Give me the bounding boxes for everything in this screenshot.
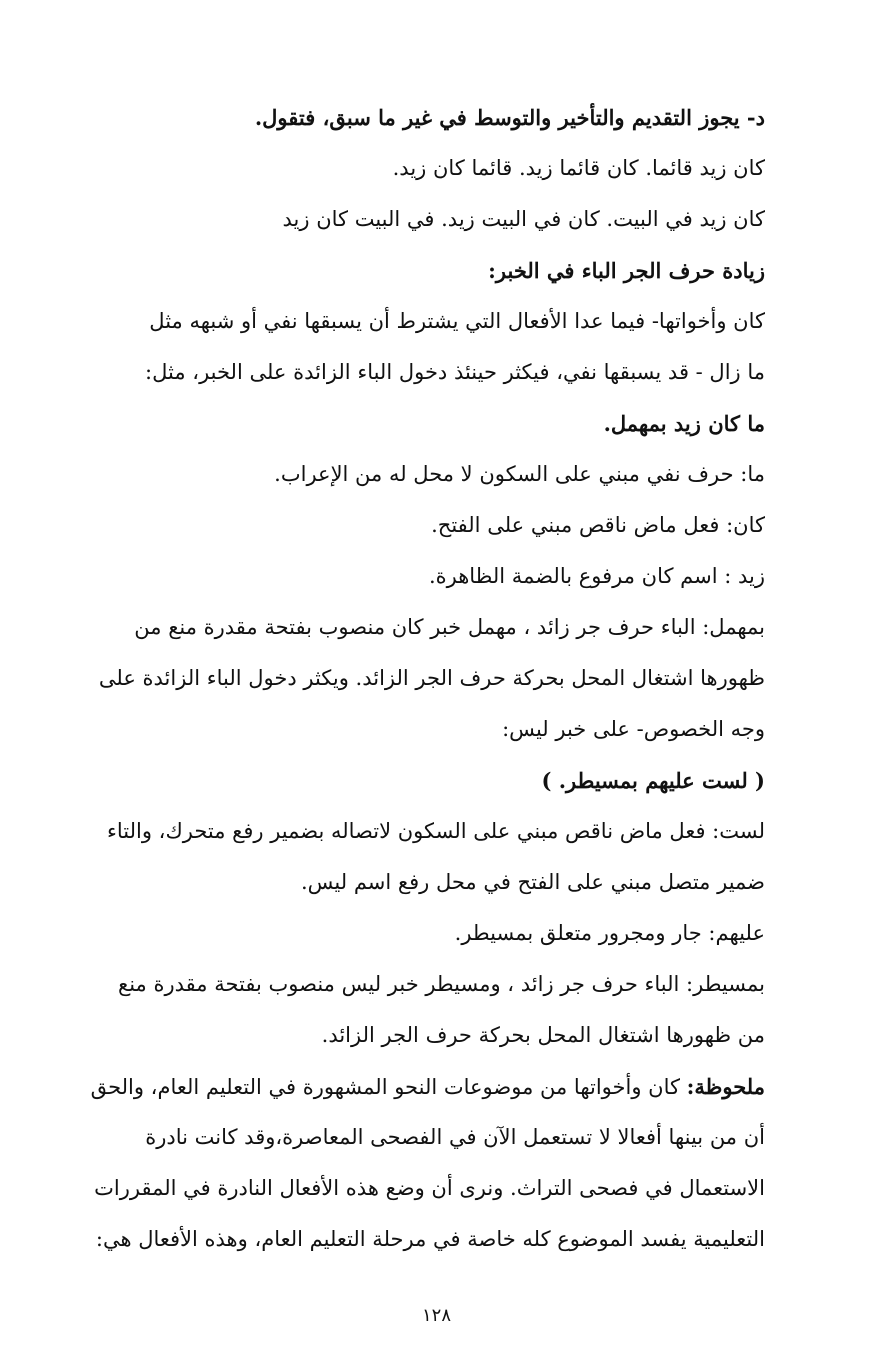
note-line-1: ملحوظة: كان وأخواتها من موضوعات النحو المشهورة في التعليم العام، والحق: [90, 1074, 765, 1099]
text-line-1: د- يجوز التقديم والتأخير والتوسط في غير ما سبق، فتقول.: [254, 105, 765, 130]
text-line-13: وجه الخصوص- على خبر ليس:: [502, 717, 765, 741]
text-line-18: بمسيطر: الباء حرف جر زائد ، ومسيطر خبر ليس منصوب بفتحة مقدرة منع: [118, 972, 765, 996]
text-line-12: ظهورها اشتغال المحل بحركة حرف الجر الزائد. ويكثر دخول الباء الزائدة على: [98, 666, 765, 690]
page-number: ١٢٨: [421, 1305, 451, 1326]
text-line-9: كان: فعل ماض ناقص مبني على الفتح.: [431, 513, 765, 537]
note-line-3: الاستعمال في فصحى التراث. ونرى أن وضع هذه الأفعال النادرة في المقررات: [94, 1176, 765, 1200]
text-line-2: كان زيد قائما. كان قائما زيد. قائما كان زيد.: [392, 156, 765, 180]
example-sentence-2: ( لست عليهم بمسيطر. ): [541, 768, 765, 793]
text-line-11: بمهمل: الباء حرف جر زائد ، مهمل خبر كان منصوب بفتحة مقدرة منع من: [134, 615, 765, 639]
document-body: [78, 92, 765, 1265]
text-line-15: لست: فعل ماض ناقص مبني على السكون لاتصاله بضمير رفع متحرك، والتاء: [107, 819, 765, 843]
text-line-8: ما: حرف نفي مبني على السكون لا محل له من الإعراب.: [274, 462, 765, 486]
text-line-6: ما زال - قد يسبقها نفي، فيكثر حينئذ دخول الباء الزائدة على الخبر، مثل:: [145, 360, 765, 384]
note-label: ملحوظة:: [686, 1074, 765, 1099]
text-line-17: عليهم: جار ومجرور متعلق بمسيطر.: [454, 921, 765, 945]
text-line-3: كان زيد في البيت. كان في البيت زيد. في البيت كان زيد: [282, 207, 765, 231]
text-line-19: من ظهورها اشتغال المحل بحركة حرف الجر الزائد.: [321, 1023, 765, 1047]
text-line-16: ضمير متصل مبني على الفتح في محل رفع اسم ليس.: [300, 870, 765, 894]
note-line-4: التعليمية يفسد الموضوع كله خاصة في مرحلة التعليم العام، وهذه الأفعال هي:: [95, 1227, 765, 1251]
text-line-10: زيد : اسم كان مرفوع بالضمة الظاهرة.: [428, 564, 765, 588]
text-line-5: كان وأخواتها- فيما عدا الأفعال التي يشترط أن يسبقها نفي أو شبهه مثل: [149, 309, 765, 333]
note-line-2: أن من بينها أفعالا لا تستعمل الآن في الفصحى المعاصرة،وقد كانت نادرة: [145, 1125, 765, 1149]
section-heading: زيادة حرف الجر الباء في الخبر:: [488, 258, 765, 283]
example-sentence-1: ما كان زيد بمهمل.: [603, 411, 765, 436]
